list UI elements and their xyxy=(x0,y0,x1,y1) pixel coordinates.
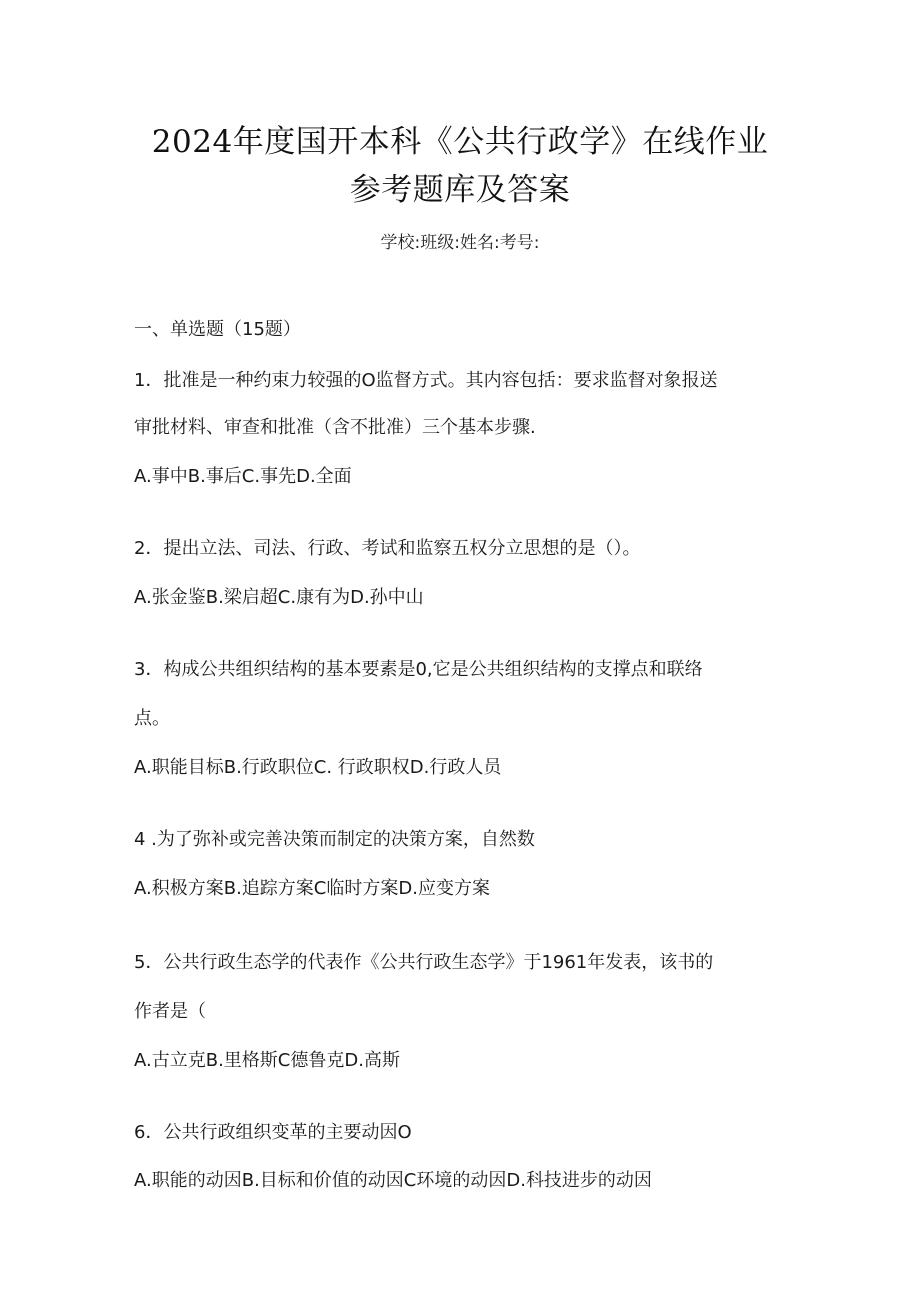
question-5-options: A.古立克B.里格斯C德鲁克D.高斯 xyxy=(134,1050,400,1071)
question-6-text-line-1: 6．公共行政组织变革的主要动因O xyxy=(134,1122,412,1143)
document-title-line-1: 2024年度国开本科《公共行政学》在线作业 xyxy=(151,124,769,160)
question-2-text-line-1: 2．提出立法、司法、行政、考试和监察五权分立思想的是（）。 xyxy=(134,538,641,559)
question-5-text-line-1: 5．公共行政生态学的代表作《公共行政生态学》于1961年发表，该书的 xyxy=(134,952,714,973)
document-title-line-2: 参考题库及答案 xyxy=(349,172,571,208)
question-6-options: A.职能的动因B.目标和价值的动因C环境的动因D.科技进步的动因 xyxy=(134,1170,652,1191)
question-5-text-line-2: 作者是（ xyxy=(134,1001,206,1022)
question-1-text-line-2: 审批材料、审查和批准（含不批准）三个基本步骤. xyxy=(134,417,536,438)
question-3-text-line-1: 3．构成公共组织结构的基本要素是0,它是公共组织结构的支撑点和联络 xyxy=(134,659,703,680)
question-3-text-line-2: 点。 xyxy=(134,708,170,729)
question-1-text-line-1: 1．批准是一种约束力较强的O监督方式。其内容包括：要求监督对象报送 xyxy=(134,370,718,391)
question-2-options: A.张金鉴B.梁启超C.康有为D.孙中山 xyxy=(134,587,424,608)
question-1-options: A.事中B.事后C.事先D.全面 xyxy=(134,466,352,487)
section-heading: 一、单选题（15题） xyxy=(134,319,301,340)
question-4-options: A.积极方案B.追踪方案C临时方案D.应变方案 xyxy=(134,878,490,899)
question-3-options: A.职能目标B.行政职位C. 行政职权D.行政人员 xyxy=(134,757,502,778)
question-4-text-line-1: 4 .为了弥补或完善决策而制定的决策方案，自然数 xyxy=(134,829,535,850)
student-info-line: 学校:班级:姓名:考号: xyxy=(380,233,540,253)
